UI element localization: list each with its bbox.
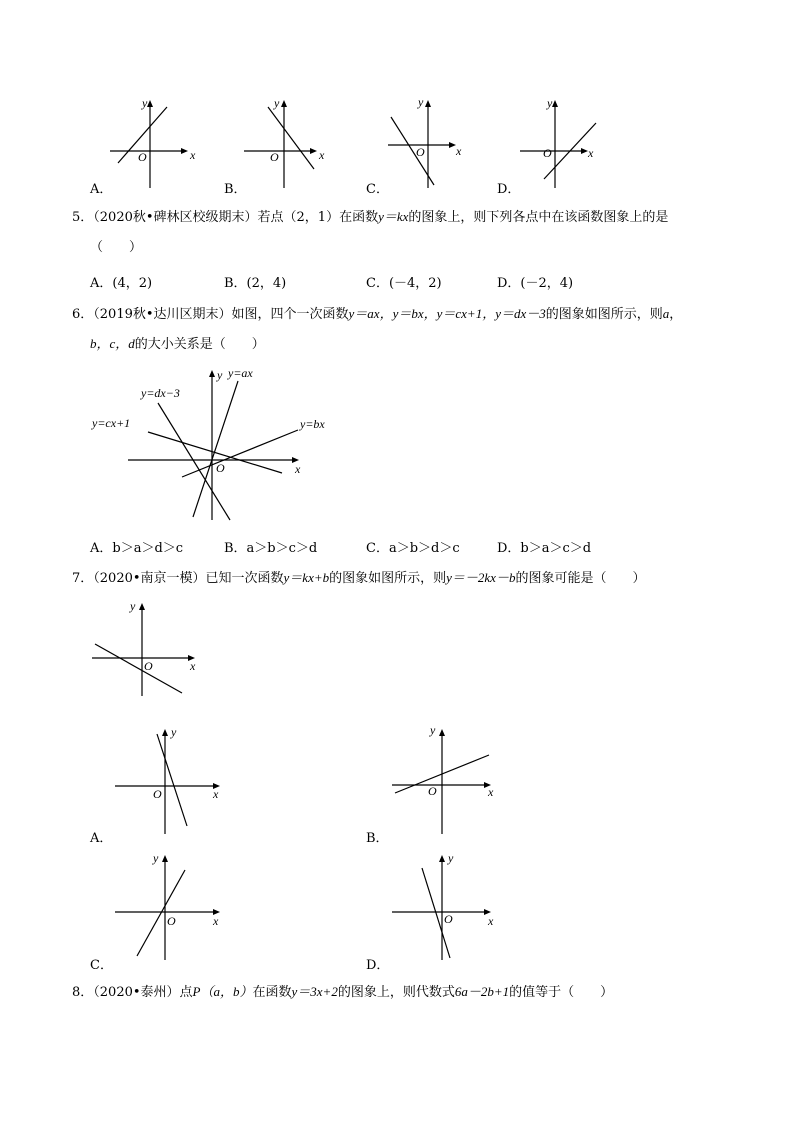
axis-origin: O	[216, 461, 225, 475]
axis-origin: O	[144, 659, 153, 673]
axis-y-label: y	[217, 368, 223, 382]
axis-origin: O	[138, 150, 147, 164]
axis-y-label: y	[430, 723, 436, 737]
axis-y-label: y	[448, 851, 454, 865]
axis-origin: O	[270, 150, 279, 164]
axis-origin: O	[167, 914, 176, 928]
axis-x-label: x	[213, 787, 219, 801]
q5-paren: （ ）	[90, 240, 143, 255]
q6-graph	[88, 365, 325, 525]
axis-x-label: x	[319, 148, 325, 162]
axis-y-label: y	[153, 851, 159, 865]
axis-y-label: y	[171, 725, 177, 739]
q7-option-d[interactable]: D．	[366, 958, 390, 973]
label-y-dx: y=dx−3	[141, 386, 180, 400]
top-graph-c	[388, 95, 478, 190]
q5-option-c[interactable]: C．(－4，2)	[366, 276, 442, 291]
axis-y-label: y	[547, 96, 553, 110]
axis-y-label: y	[274, 96, 280, 110]
axis-origin: O	[416, 145, 425, 159]
top-option-c[interactable]: C．	[366, 182, 389, 197]
q6-option-b[interactable]: B．a＞b＞c＞d	[224, 541, 318, 556]
q7-graph-c	[115, 848, 230, 963]
axis-x-label: x	[295, 462, 301, 476]
q8-stem: 8．（2020•泰州）点P（a，b）在函数y＝3x+2的图象上，则代数式6a－2b+1的值等于（ ）	[72, 984, 614, 1000]
axis-x-label: x	[213, 914, 219, 928]
axis-origin: O	[444, 912, 453, 926]
q7-given-graph	[92, 598, 207, 698]
axis-x-label: x	[190, 659, 196, 673]
axis-y-label: y	[142, 96, 148, 110]
axis-origin: O	[543, 146, 552, 160]
q5-option-d[interactable]: D．(－2，4)	[497, 276, 574, 291]
q5-stem: 5．（2020秋•碑林区校级期末）若点（2，1）在函数y＝kx的图象上，则下列各点中在该函数图象上的是	[72, 209, 669, 225]
top-graph-d	[520, 95, 610, 190]
q7-option-b[interactable]: B．	[366, 831, 389, 846]
top-option-a[interactable]: A．	[90, 182, 113, 197]
q6-option-d[interactable]: D．b＞a＞c＞d	[497, 541, 592, 556]
q7-graph-d	[392, 848, 507, 963]
axis-x-label: x	[588, 146, 594, 160]
axis-y-label: y	[130, 599, 136, 613]
q7-stem: 7．（2020•南京一模）已知一次函数y＝kx+b的图象如图所示，则y＝－2kx－b的图象可能是（ ）	[72, 570, 646, 586]
top-option-b[interactable]: B．	[224, 182, 247, 197]
q6-stem: 6．（2019秋•达川区期末）如图，四个一次函数y＝ax，y＝bx，y＝cx+1，y＝dx－3的图象如图所示，则a，	[72, 306, 683, 322]
axis-x-label: x	[190, 148, 196, 162]
q6-option-c[interactable]: C．a＞b＞d＞c	[366, 541, 460, 556]
q7-option-c[interactable]: C．	[90, 958, 113, 973]
label-y-bx: y=bx	[300, 417, 325, 431]
top-option-d[interactable]: D．	[497, 182, 521, 197]
label-y-ax: y=ax	[228, 366, 253, 380]
top-graph-a	[110, 95, 200, 190]
q5-option-a[interactable]: A．(4，2)	[90, 276, 153, 291]
axis-origin: O	[153, 787, 162, 801]
q7-graph-a	[115, 722, 230, 837]
label-y-cx: y=cx+1	[92, 416, 131, 430]
q6-option-a[interactable]: A．b＞a＞d＞c	[90, 541, 184, 556]
axis-x-label: x	[456, 144, 462, 158]
axis-x-label: x	[488, 785, 494, 799]
top-graph-b	[244, 95, 334, 190]
axis-y-label: y	[418, 95, 424, 109]
q7-option-a[interactable]: A．	[90, 831, 113, 846]
q7-graph-b	[392, 722, 507, 837]
q6-stem-line2: b，c，d的大小关系是（ ）	[90, 336, 265, 352]
axis-origin: O	[428, 784, 437, 798]
axis-x-label: x	[488, 914, 494, 928]
q5-option-b[interactable]: B．(2，4)	[224, 276, 287, 291]
